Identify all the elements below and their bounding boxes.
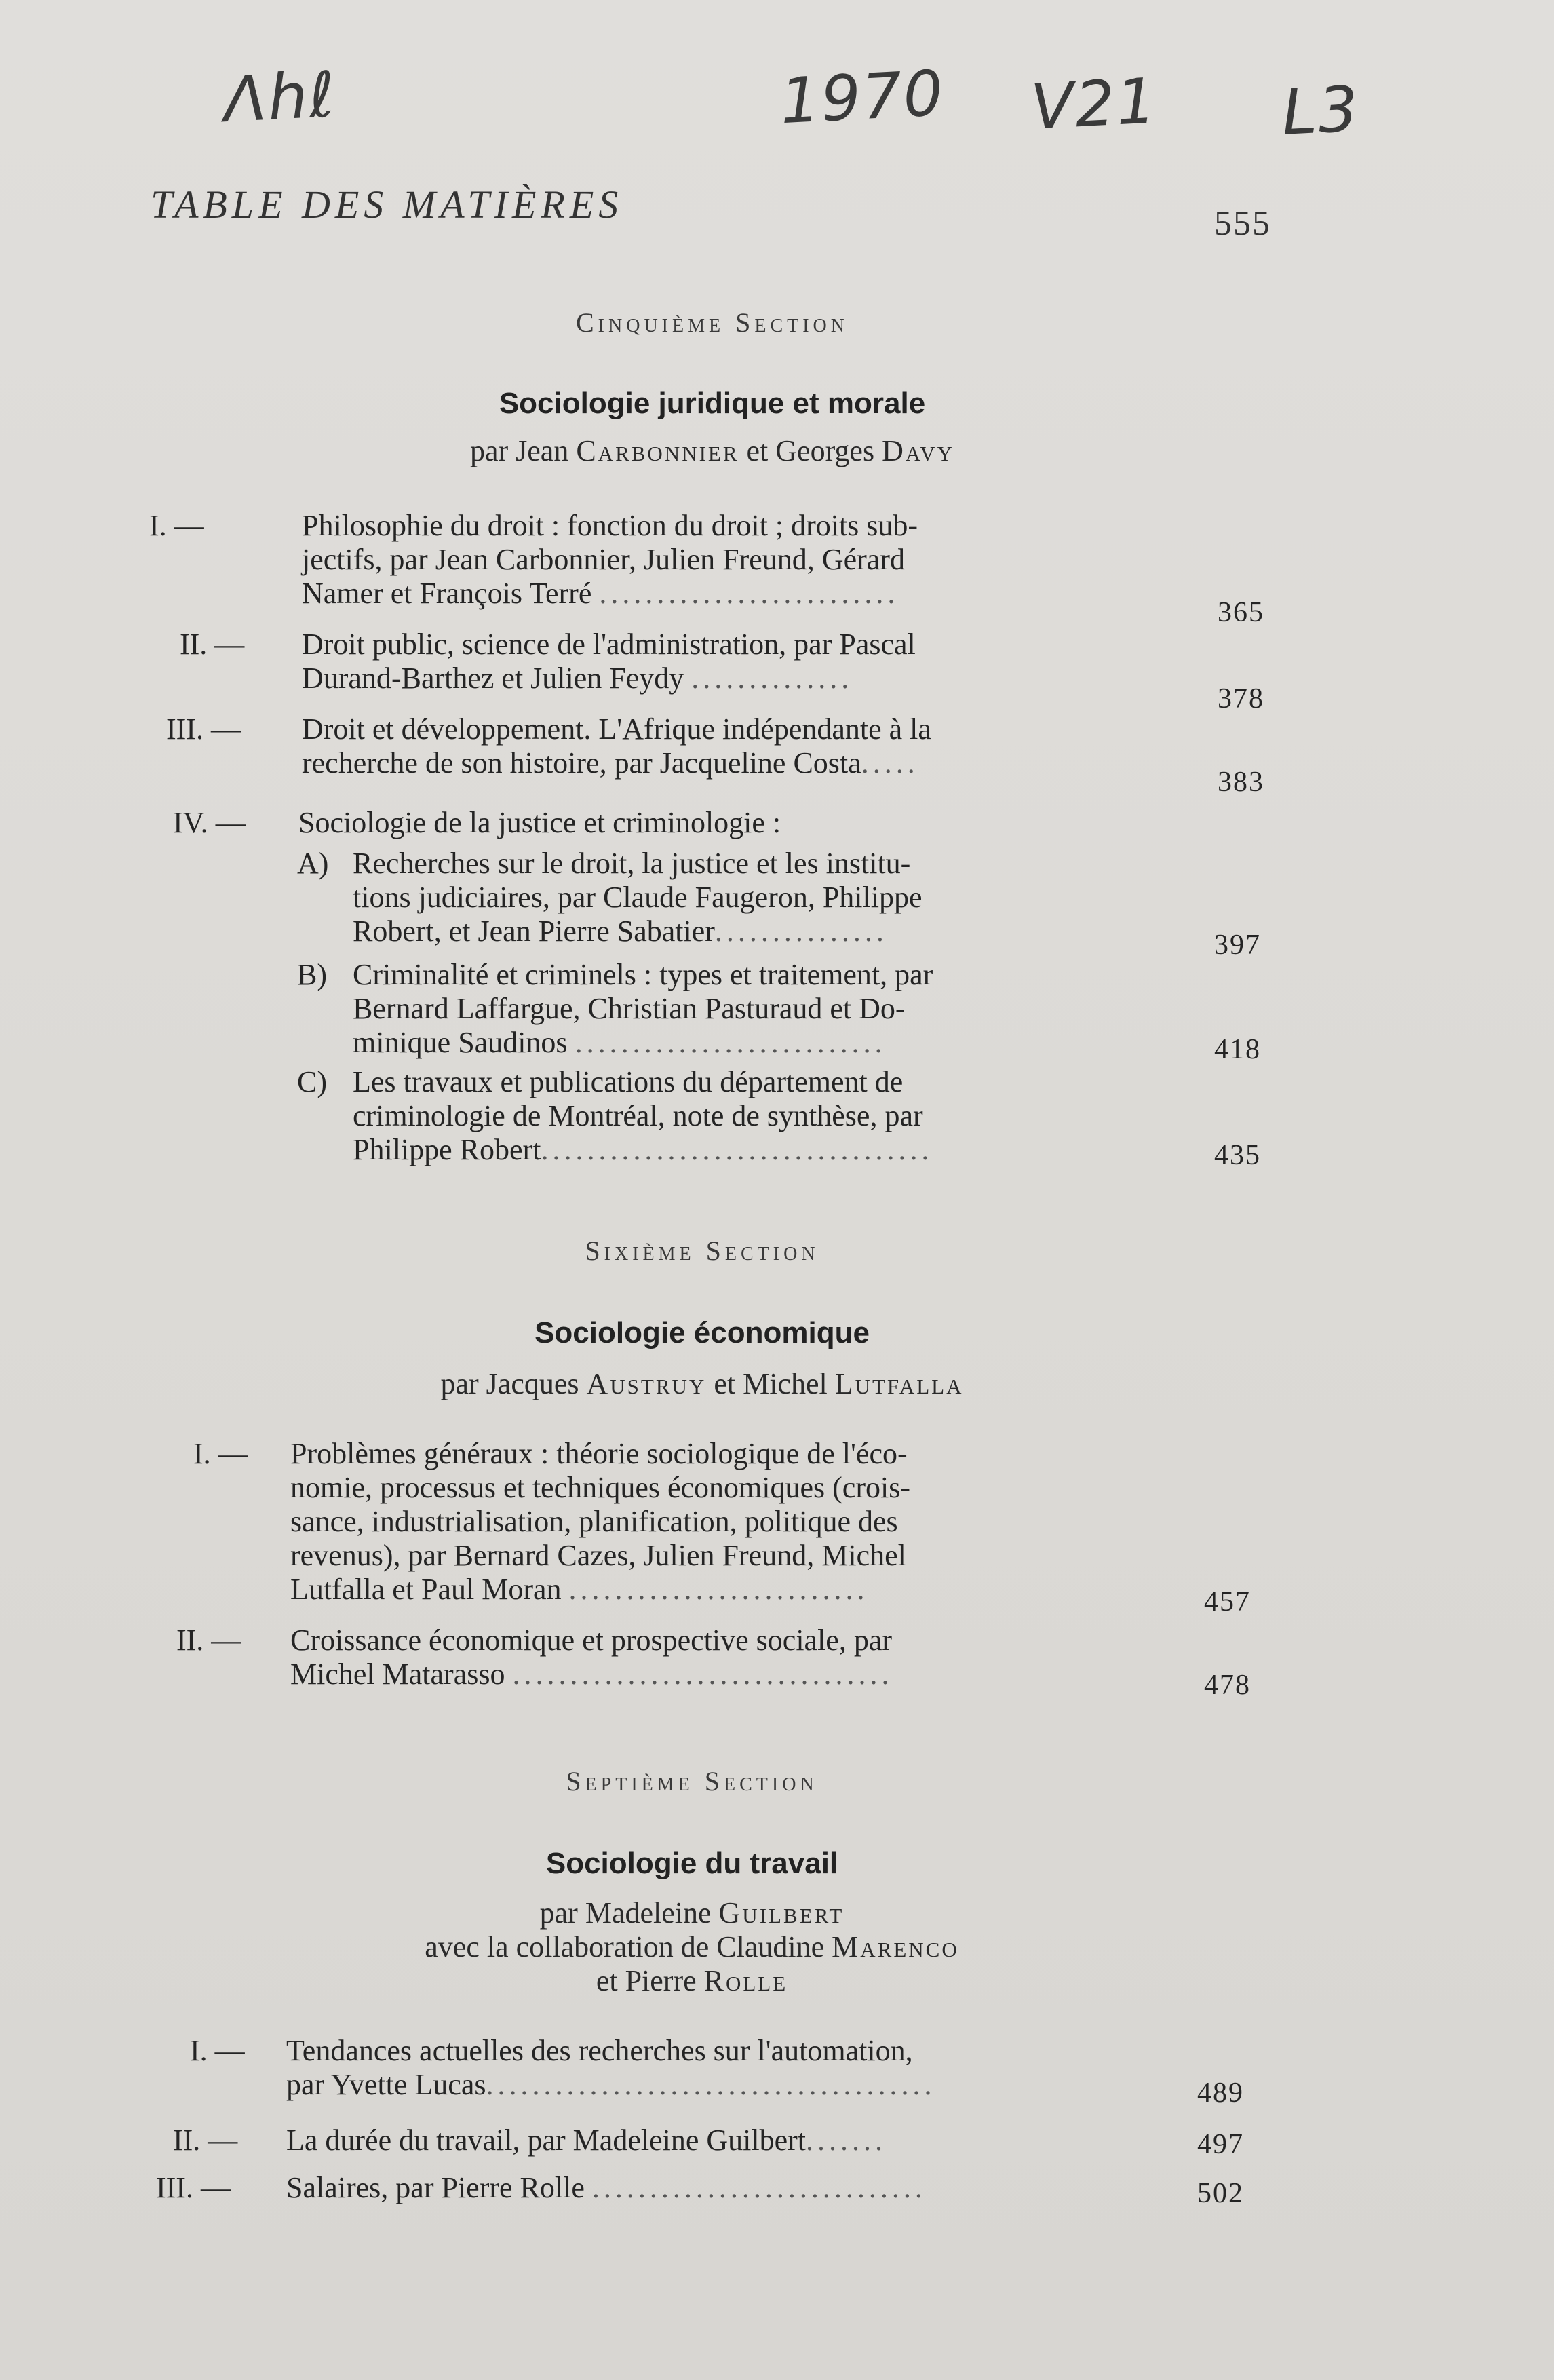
page-title: TABLE DES MATIÈRES <box>151 183 623 227</box>
entry-text: Croissance économique et prospective sociale, par Michel Matarasso ................................. <box>290 1624 893 1691</box>
page-number: 555 <box>1214 204 1271 243</box>
section-label: Cinquième Section <box>576 307 849 338</box>
section-title: Sociologie économique <box>535 1316 870 1349</box>
entry-text: La durée du travail, par Madeleine Guilbert....... <box>286 2124 887 2157</box>
section-authors: par Jean Carbonnier et Georges Davy <box>469 434 955 467</box>
entry-text: Les travaux et publications du département de criminologie de Montréal, note de synthèse, par Philippe Robert.................................. <box>353 1065 933 1166</box>
entry-text: Philosophie du droit : fonction du droit ; droits sub- jectifs, par Jean Carbonnier, Julien Freund, Gérard Namer et François Terré .......................... <box>302 509 918 610</box>
entry-text: Droit public, science de l'administration, par Pascal Durand-Barthez et Julien Feydy .............. <box>302 628 916 695</box>
entry-number: III. — <box>166 712 241 746</box>
section-label: Sixième Section <box>585 1235 819 1266</box>
section-title: Sociologie du travail <box>545 1847 838 1880</box>
entry-number: II. — <box>180 628 245 661</box>
entry-number: III. — <box>156 2171 231 2204</box>
section-label: Septième Section <box>566 1766 818 1797</box>
entry-text: Tendances actuelles des recherches sur l'automation, par Yvette Lucas....................................... <box>286 2034 936 2101</box>
entry-page: 478 <box>1204 1670 1251 1701</box>
handwritten-mark-2: 1970 <box>778 56 946 138</box>
entry-page: 497 <box>1197 2129 1244 2160</box>
entry-text: Criminalité et criminels : types et traitement, par Bernard Laffargue, Christian Pasturaud et Do- minique Saudinos ........................... <box>353 958 933 1059</box>
entry-text: Droit et développement. L'Afrique indépendante à la recherche de son histoire, par Jacqueline Costa..... <box>302 712 931 780</box>
entry-number: I. — <box>193 1437 248 1470</box>
handwritten-mark-4: L3 <box>1280 73 1361 149</box>
entry-number: II. — <box>176 1624 241 1657</box>
entry-page: 397 <box>1214 929 1261 961</box>
entry-text: Sociologie de la justice et criminologie : <box>298 806 781 839</box>
entry-number: I. — <box>149 509 204 542</box>
section-title: Sociologie juridique et morale <box>499 387 926 420</box>
entry-text: Recherches sur le droit, la justice et les institu- tions judiciaires, par Claude Faugeron, Philippe Robert, et Jean Pierre Sabatier............... <box>353 847 922 948</box>
entry-page: 435 <box>1214 1140 1261 1171</box>
entry-number: I. — <box>190 2034 245 2067</box>
entry-page: 457 <box>1204 1586 1251 1617</box>
entry-text: Problèmes généraux : théorie sociologique de l'éco- nomie, processus et techniques économiques (crois- sance, industrialisation, planification, politique des revenus), par Bernard Cazes, Julien Freund, Michel Lutfalla et Paul Moran .......................... <box>290 1437 910 1606</box>
handwritten-mark-3: V21 <box>1029 64 1159 144</box>
entry-letter: A) <box>297 847 329 880</box>
entry-page: 365 <box>1218 597 1264 628</box>
entry-page: 378 <box>1218 683 1264 714</box>
section-authors: par Jacques Austruy et Michel Lutfalla <box>440 1367 964 1400</box>
entry-number: II. — <box>173 2124 238 2157</box>
section-authors: par Madeleine Guilbert avec la collaboration de Claudine Marenco et Pierre Rolle <box>425 1896 959 1997</box>
entry-page: 502 <box>1197 2178 1244 2209</box>
entry-letter: B) <box>297 958 327 991</box>
entry-number: IV. — <box>173 806 246 839</box>
entry-letter: C) <box>297 1065 327 1098</box>
entry-page: 489 <box>1197 2077 1244 2109</box>
entry-page: 383 <box>1218 767 1264 798</box>
entry-page: 418 <box>1214 1034 1261 1065</box>
entry-text: Salaires, par Pierre Rolle ............................. <box>286 2171 927 2204</box>
handwritten-mark-1: Λhℓ <box>222 58 338 137</box>
